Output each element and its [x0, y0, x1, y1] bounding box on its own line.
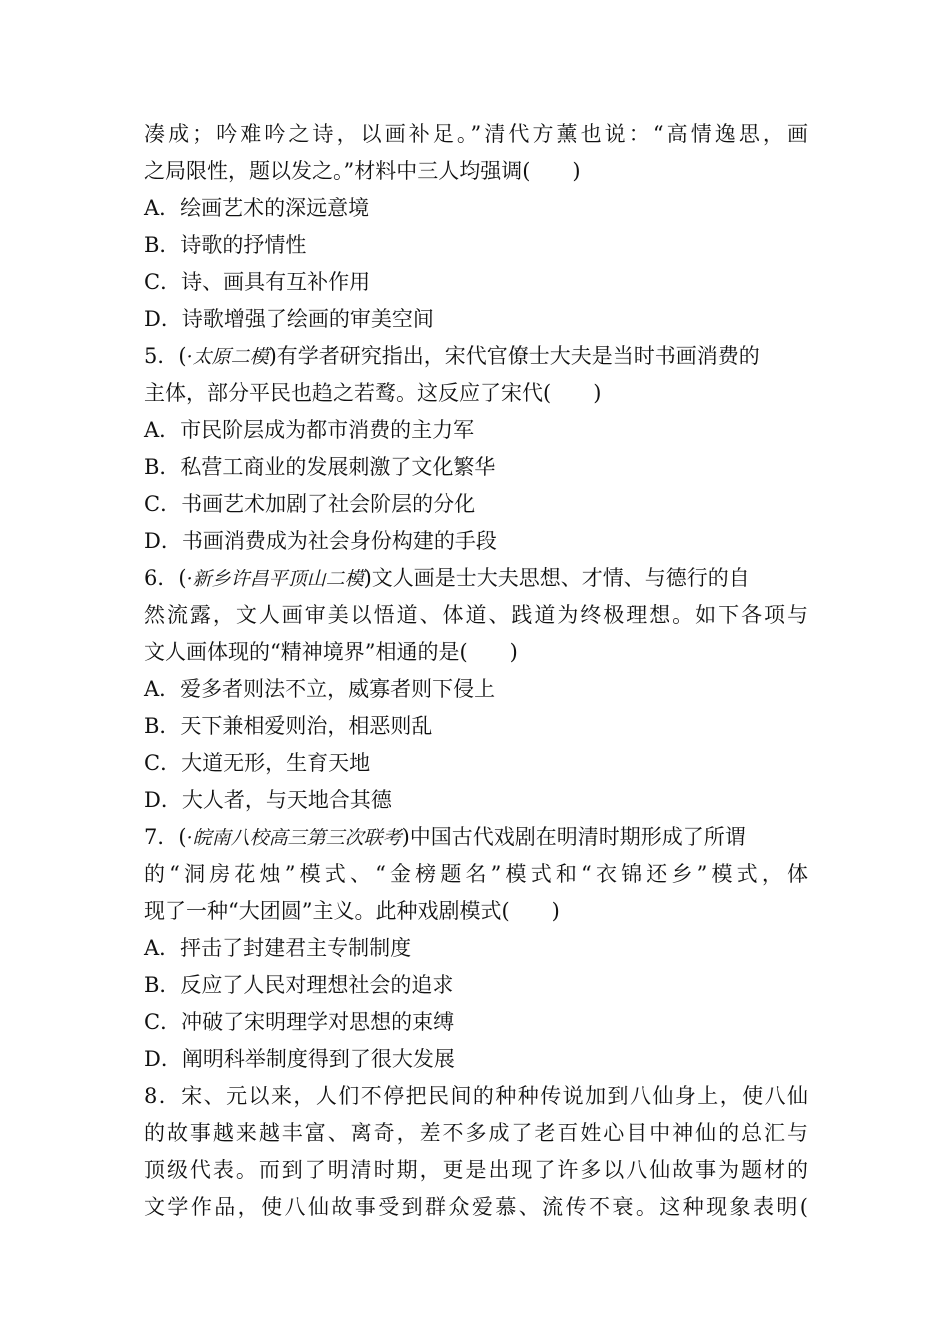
q6-line-1-text: )文人画是士大夫思想、才情、与德行的自	[363, 566, 750, 590]
q6-line-2: 然流露，文人画审美以悟道、体道、践道为终极理想。如下各项与	[144, 603, 808, 627]
q5-option-b: B．私营工商业的发展刺激了文化繁华	[144, 455, 496, 479]
q7-line-3: 现了一种“大团圆”主义。此种戏剧模式( )	[144, 899, 560, 923]
q5-source: ·太原二模	[186, 346, 269, 368]
q6-option-b: B．天下兼相爱则治，相恶则乱	[144, 714, 433, 738]
q8-line-4: 文学作品，使八仙故事受到群众爱慕、流传不衰。这种现象表明(	[144, 1195, 808, 1219]
q7-option-d: D．阐明科举制度得到了很大发展	[144, 1047, 455, 1071]
q4-line-2: 之局限性，题以发之。”材料中三人均强调( )	[144, 159, 581, 183]
q7-source: ·皖南八校高三第三次联考	[186, 827, 402, 849]
q8-line-2: 的故事越来越丰富、离奇，差不多成了老百姓心目中神仙的总汇与	[144, 1121, 808, 1145]
q4-option-a: A．绘画艺术的深远意境	[144, 196, 370, 220]
q7-option-a: A．抨击了封建君主专制制度	[144, 936, 412, 960]
q6-number: 6．(	[144, 566, 187, 590]
q4-option-b: B．诗歌的抒情性	[144, 233, 307, 257]
q7-option-c: C．冲破了宋明理学对思想的束缚	[144, 1010, 455, 1034]
q5-option-d: D．书画消费成为社会身份构建的手段	[144, 529, 497, 553]
q5-line-1	[144, 338, 808, 375]
q6-line-3: 文人画体现的“精神境界”相通的是( )	[144, 640, 518, 664]
q4-option-c: C．诗、画具有互补作用	[144, 270, 371, 294]
q6-option-c: C．大道无形，生育天地	[144, 751, 371, 775]
q4-option-d: D．诗歌增强了绘画的审美空间	[144, 307, 434, 331]
q6-option-a: A．爱多者则法不立，威寡者则下侵上	[144, 677, 496, 701]
document-page	[144, 116, 808, 1226]
q5-number: 5．(	[144, 344, 187, 368]
q7-line-1	[144, 819, 808, 856]
q5-line-2: 主体，部分平民也趋之若鹜。这反应了宋代( )	[144, 381, 602, 405]
q6-line-1	[144, 560, 808, 597]
q7-number: 7．(	[144, 825, 187, 849]
q6-option-d: D．大人者，与天地合其德	[144, 788, 392, 812]
q7-line-1-text: )中国古代戏剧在明清时期形成了所谓	[401, 825, 746, 849]
q4-line-1: 凑成；吟难吟之诗，以画补足。”清代方薰也说：“高情逸思，画	[144, 122, 808, 146]
q7-option-b: B．反应了人民对理想社会的追求	[144, 973, 454, 997]
q5-option-a: A．市民阶层成为都市消费的主力军	[144, 418, 475, 442]
q5-line-1-text: )有学者研究指出，宋代官僚士大夫是当时书画消费的	[268, 344, 760, 368]
q8-line-1: 8．宋、元以来，人们不停把民间的种种传说加到八仙身上，使八仙	[144, 1084, 808, 1108]
q8-line-3: 顶级代表。而到了明清时期，更是出现了许多以八仙故事为题材的	[144, 1158, 808, 1182]
q7-line-2: 的“洞房花烛”模式、“金榜题名”模式和“衣锦还乡”模式，体	[144, 862, 808, 886]
q5-option-c: C．书画艺术加剧了社会阶层的分化	[144, 492, 476, 516]
q6-source: ·新乡许昌平顶山二模	[186, 568, 364, 590]
